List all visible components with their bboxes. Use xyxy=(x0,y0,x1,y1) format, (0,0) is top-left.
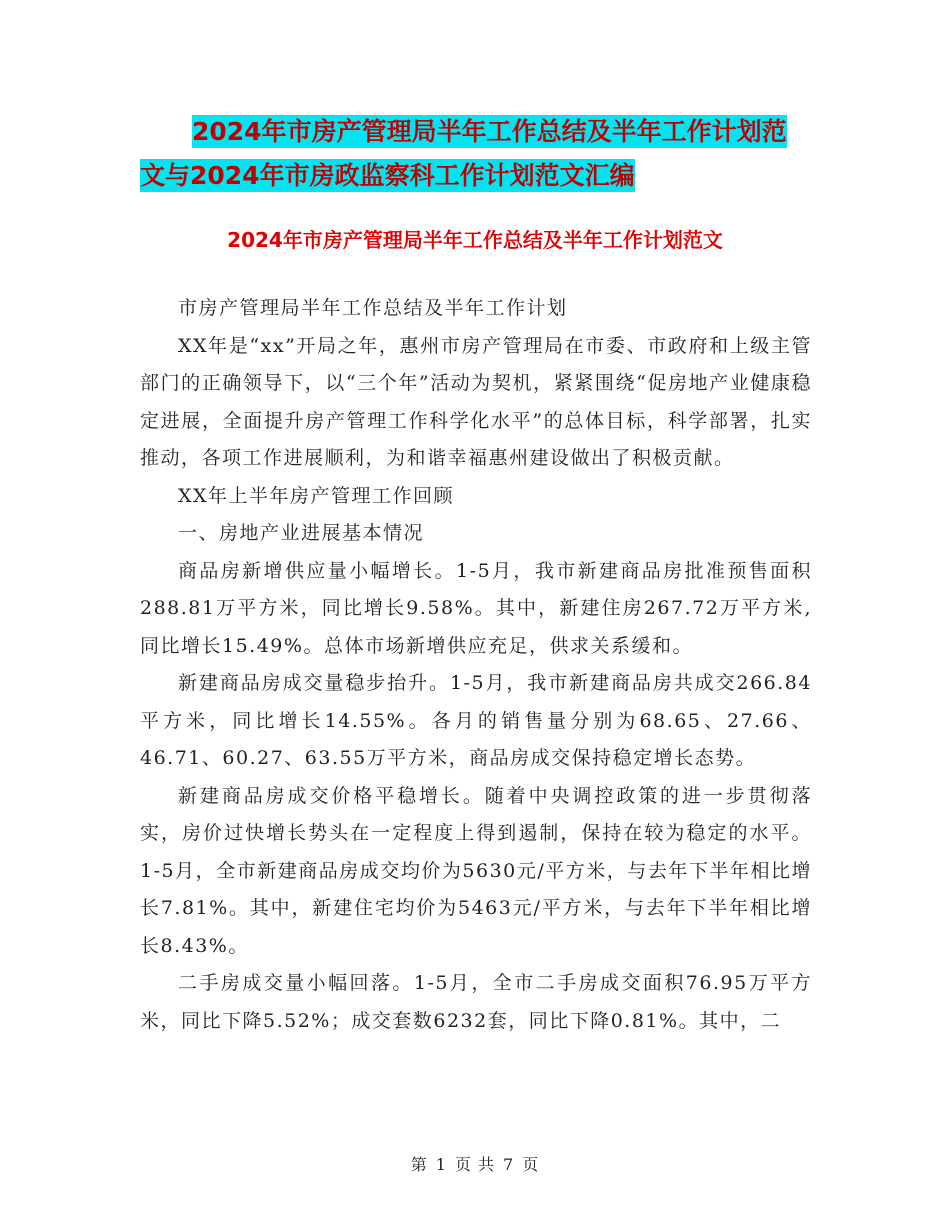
paragraph: 商品房新增供应量小幅增长。1-5月，我市新建商品房批准预售面积288.81万平方米，同比增长9.58%。其中，新建住房267.72万平方米,同比增长15.49%。总体市场新增供应充足，供求关系缓和。 xyxy=(140,559,812,657)
paragraph: 新建商品房成交价格平稳增长。随着中央调控政策的进一步贯彻落实，房价过快增长势头在一定程度上得到遏制，保持在较为稳定的水平。1-5月，全市新建商品房成交均价为5630元/平方米，与去年下半年相比增长7.81%。其中，新建住宅均价为5463元/平方米，与去年下半年相比增长8.43%。 xyxy=(140,784,812,957)
footer-page-number: 1 xyxy=(435,1155,447,1174)
paragraph: XX年是“xx”开局之年，惠州市房产管理局在市委、市政府和上级主管部门的正确领导下，以“三个年”活动为契机，紧紧围绕“促房地产业健康稳定进展，全面提升房产管理工作科学化水平”的总体目标，科学部署，扎实推动，各项工作进展顺利，为和谐幸福惠州建设做出了积极贡献。 xyxy=(140,334,812,469)
body-text xyxy=(140,290,812,1040)
footer-prefix: 第 xyxy=(410,1155,428,1174)
document-title xyxy=(140,110,820,198)
footer-total-pages: 7 xyxy=(503,1155,515,1174)
footer-suffix: 页 xyxy=(522,1155,540,1174)
paragraph: 市房产管理局半年工作总结及半年工作计划 xyxy=(178,297,568,319)
paragraph: XX年上半年房产管理工作回顾 xyxy=(178,484,455,507)
footer-middle: 页 共 xyxy=(454,1155,496,1174)
paragraph: 一、房地产业进展基本情况 xyxy=(178,522,425,544)
title-line-2: 文与2024年市房政监察科工作计划范文汇编 xyxy=(140,161,635,190)
section-title: 2024年市房产管理局半年工作总结及半年工作计划范文 xyxy=(227,228,723,252)
page-footer xyxy=(0,1152,950,1175)
paragraph: 二手房成交量小幅回落。1-5月，全市二手房成交面积76.95万平方米，同比下降5.52%；成交套数6232套，同比下降0.81%。其中，二 xyxy=(140,972,812,1032)
paragraph: 新建商品房成交量稳步抬升。1-5月，我市新建商品房共成交266.84平方米，同比增长14.55%。各月的销售量分别为68.65、27.66、46.71、60.27、63.55万平方米，商品房成交保持稳定增长态势。 xyxy=(140,672,812,769)
title-line-1: 2024年市房产管理局半年工作总结及半年工作计划范 xyxy=(192,117,787,146)
